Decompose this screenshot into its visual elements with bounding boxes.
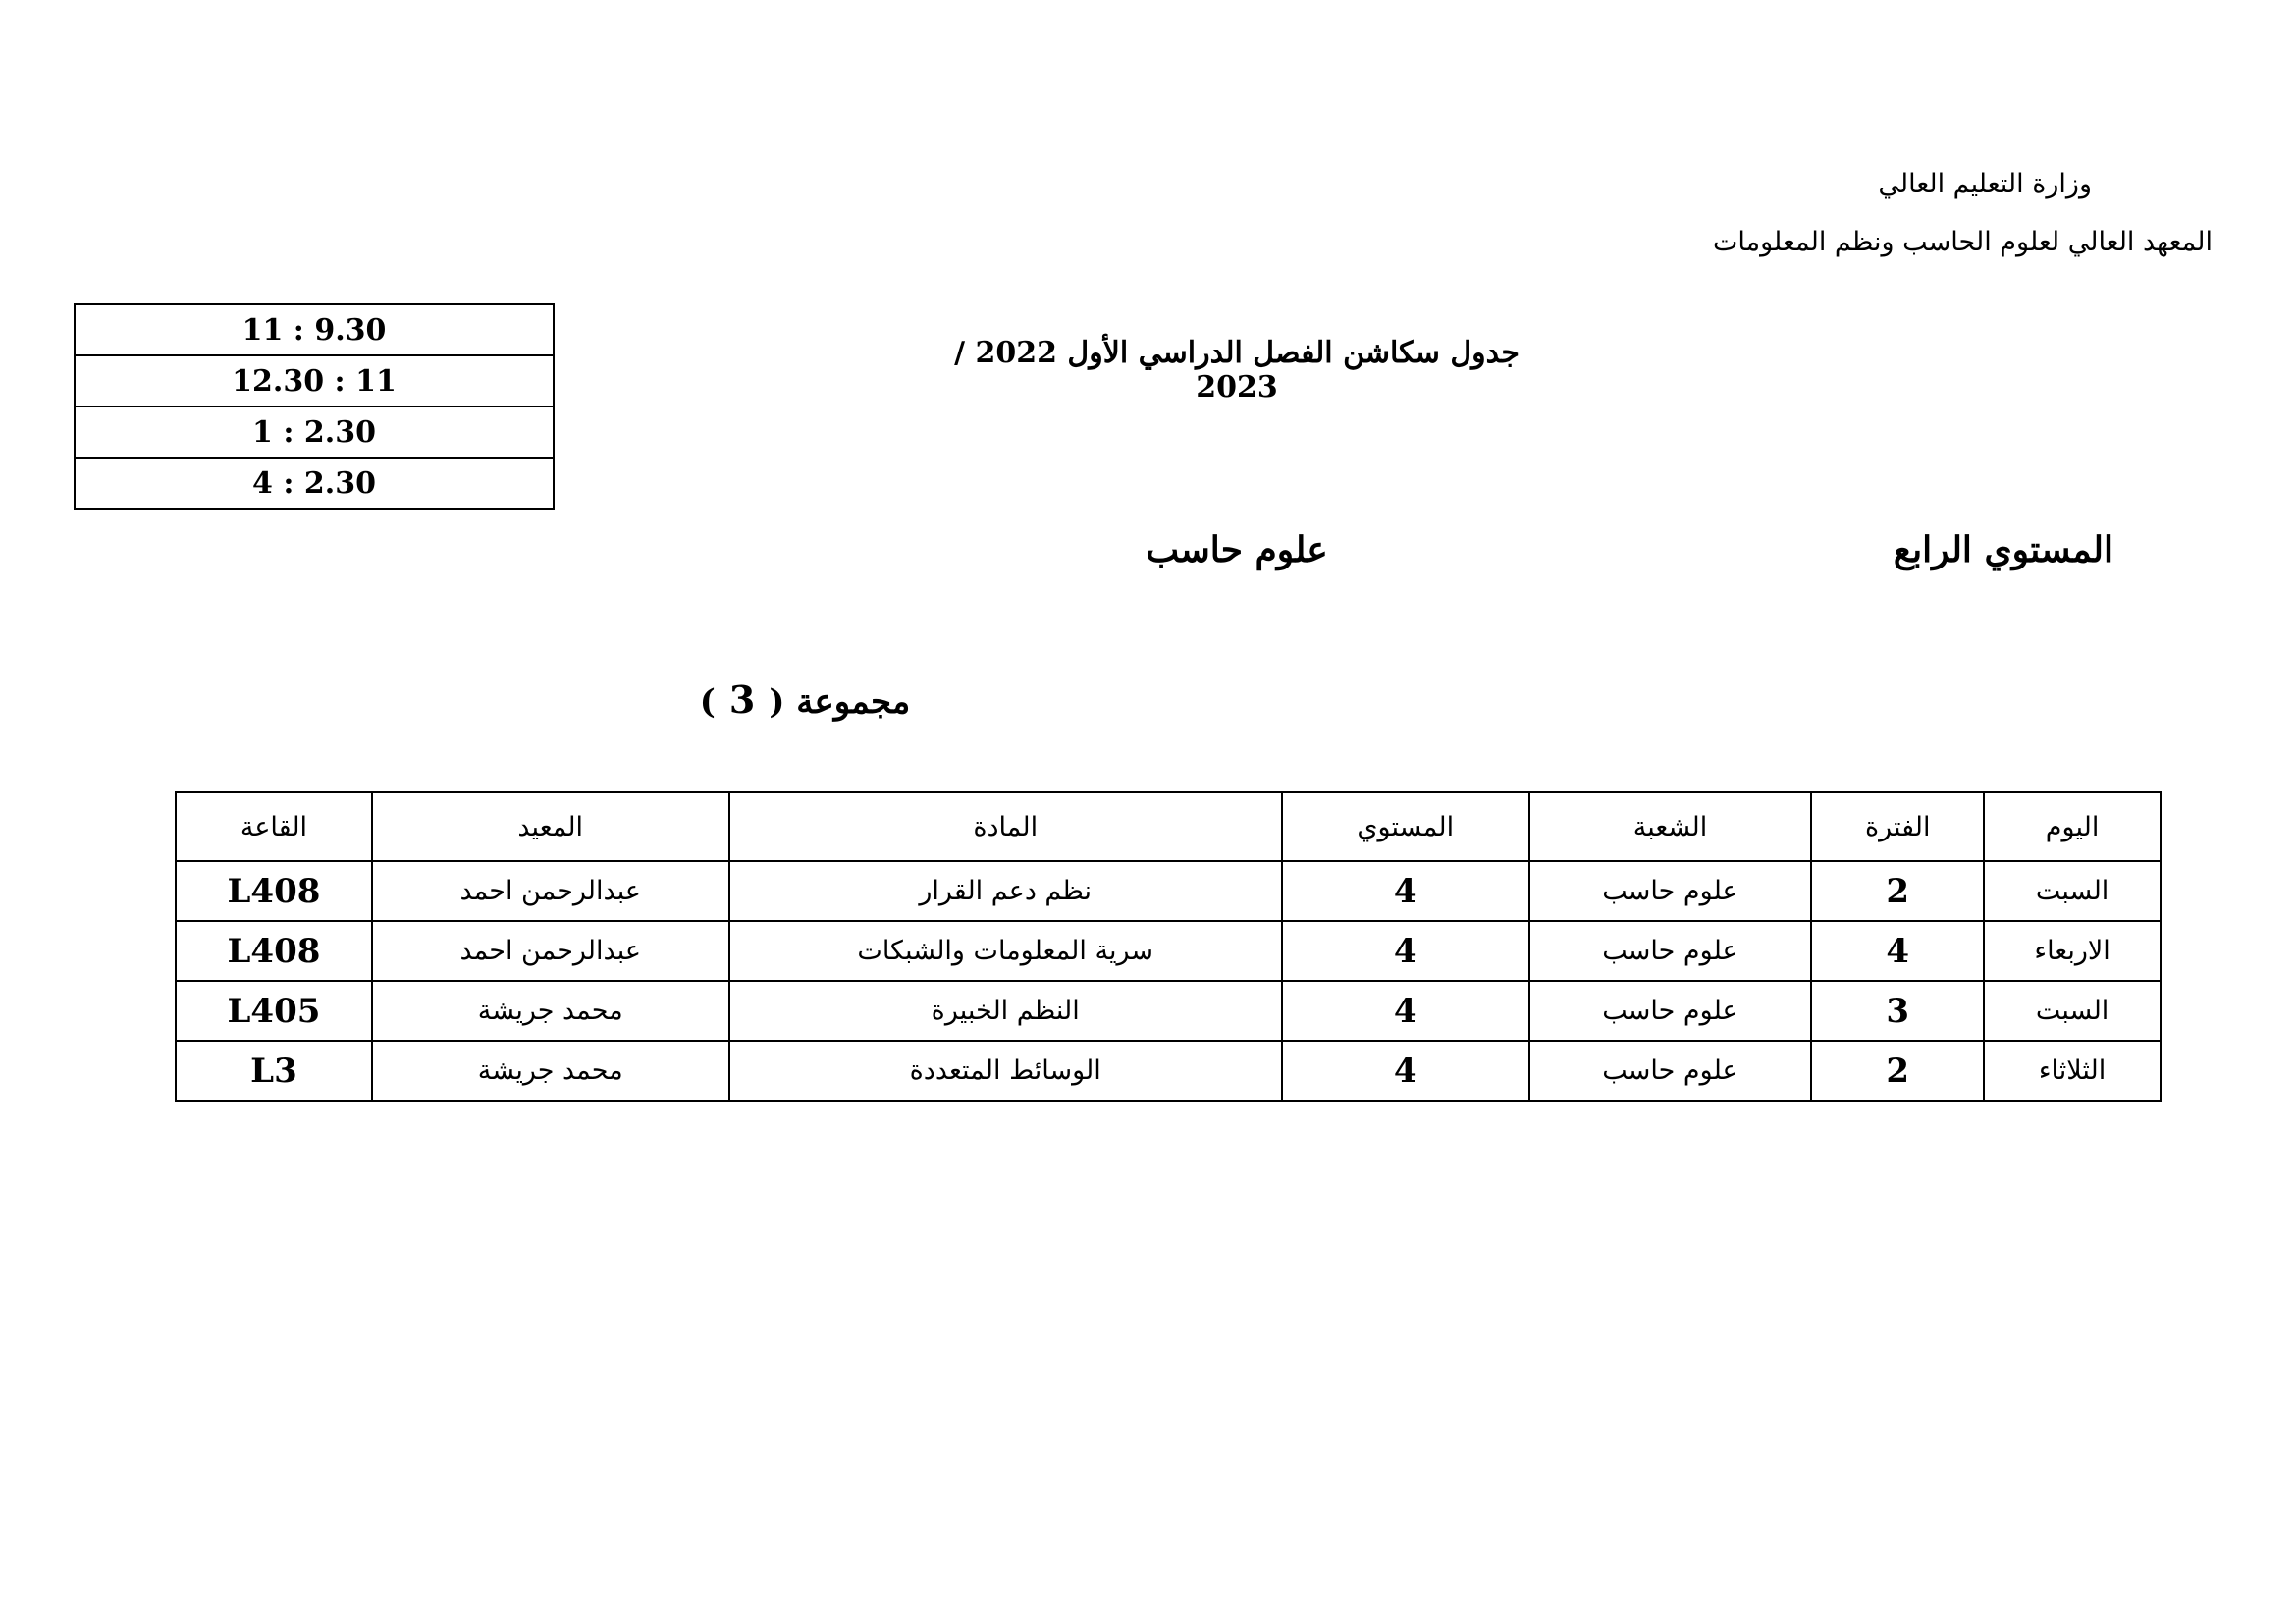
period-time-4: 4 : 2.30 [75,458,554,509]
ministry-heading: وزارة التعليم العالي [1878,169,2092,199]
cell-level: 4 [1282,861,1529,921]
col-header-room: القاعة [176,792,372,861]
cell-section: علوم حاسب [1529,861,1812,921]
cell-subject: النظم الخبيرة [729,981,1282,1041]
col-header-day: اليوم [1984,792,2161,861]
cell-subject: سرية المعلومات والشبكات [729,921,1282,981]
cell-day: السبت [1984,981,2161,1041]
group-close-paren: ) [699,682,716,722]
department-label: علوم حاسب [1146,529,1328,570]
cell-instructor: محمد جريشة [372,1041,729,1101]
col-header-section: الشعبة [1529,792,1812,861]
cell-day: السبت [1984,861,2161,921]
group-number: 3 [728,677,756,722]
cell-subject: الوسائط المتعددة [729,1041,1282,1101]
cell-day: الثلاثاء [1984,1041,2161,1101]
group-label [667,677,942,722]
table-row [176,921,2161,981]
schedule-table [175,791,2162,1102]
col-header-level: المستوي [1282,792,1529,861]
cell-level: 4 [1282,1041,1529,1101]
level-label: المستوي الرابع [1893,529,2113,570]
table-row [176,861,2161,921]
cell-level: 4 [1282,981,1529,1041]
cell-period: 2 [1811,1041,1984,1101]
cell-instructor: عبدالرحمن احمد [372,861,729,921]
cell-section: علوم حاسب [1529,1041,1812,1101]
period-times-box [74,303,555,510]
cell-room: L405 [176,981,372,1041]
cell-period: 3 [1811,981,1984,1041]
group-open-paren: ( [769,682,785,722]
cell-period: 2 [1811,861,1984,921]
group-word: مجموعة [796,682,911,722]
institute-heading: المعهد العالي لعلوم الحاسب ونظم المعلومات [1712,227,2213,257]
cell-room: L3 [176,1041,372,1101]
cell-subject: نظم دعم القرار [729,861,1282,921]
col-header-instructor: المعيد [372,792,729,861]
period-time-3: 1 : 2.30 [75,406,554,458]
cell-room: L408 [176,921,372,981]
col-header-period: الفترة [1811,792,1984,861]
period-time-1: 11 : 9.30 [75,304,554,355]
schedule-title: جدول سكاشن الفصل الدراسي الأول 2022 / 2023 [954,336,1520,405]
table-row [176,1041,2161,1101]
table-row [176,981,2161,1041]
cell-section: علوم حاسب [1529,921,1812,981]
cell-instructor: عبدالرحمن احمد [372,921,729,981]
cell-room: L408 [176,861,372,921]
period-time-2: 12.30 : 11 [75,355,554,406]
cell-level: 4 [1282,921,1529,981]
col-header-subject: المادة [729,792,1282,861]
cell-section: علوم حاسب [1529,981,1812,1041]
cell-day: الاربعاء [1984,921,2161,981]
table-header-row [176,792,2161,861]
cell-period: 4 [1811,921,1984,981]
cell-instructor: محمد جريشة [372,981,729,1041]
